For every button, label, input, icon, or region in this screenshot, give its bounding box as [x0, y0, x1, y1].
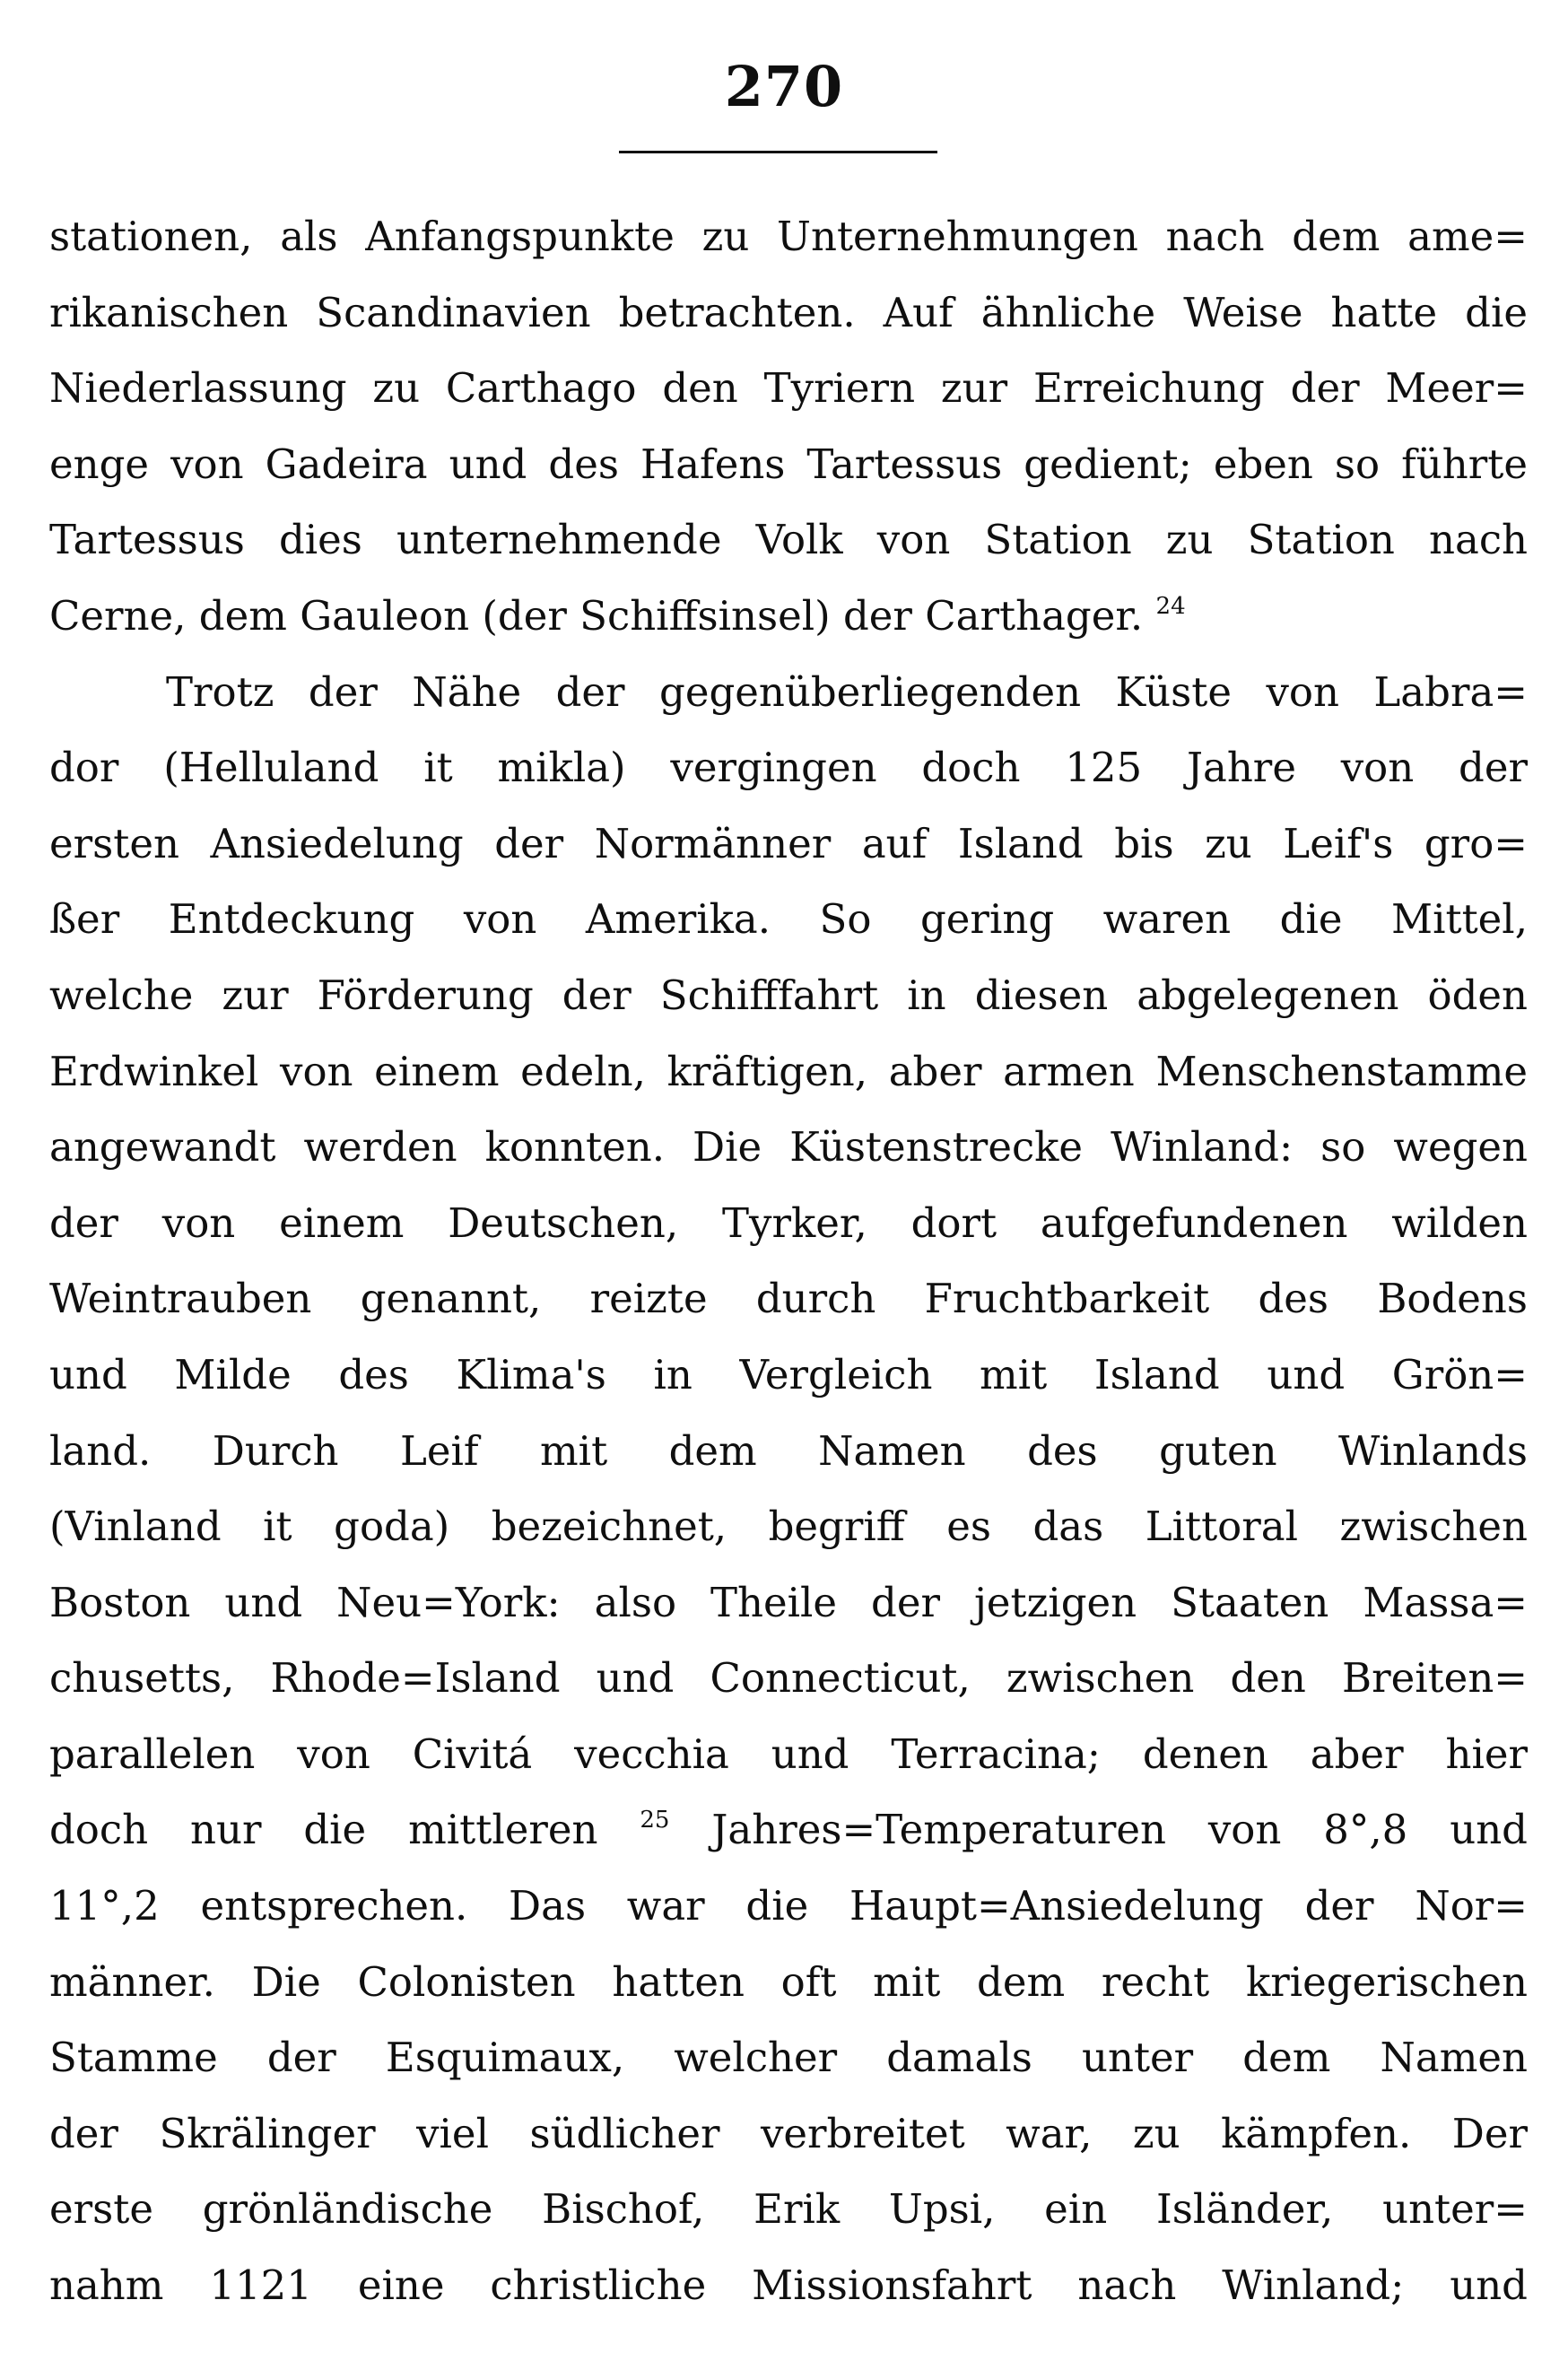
text-line [49, 275, 1528, 352]
text-line [49, 1641, 1528, 1717]
text-line-content: Weintrauben genannt, reizte durch Fruchtbarkeit des Bodens [49, 1275, 1528, 1323]
text-line-content: 11°,2 entsprechen. Das war die Haupt=Ansiedelung der Nor= [49, 1882, 1528, 1930]
header-rule [619, 151, 937, 153]
text-line [49, 1414, 1528, 1490]
text-line-content: land. Durch Leif mit dem Namen des guten Winlands [49, 1426, 1528, 1475]
text-line-content: chusetts, Rhode=Island und Connecticut, zwischen den Breiten= [49, 1654, 1528, 1703]
text-line-content: angewandt werden konnten. Die Küstenstrecke Winland: so wegen [49, 1123, 1528, 1172]
text-line [49, 655, 1528, 731]
text-line-content: Niederlassung zu Carthago den Tyriern zur Erreichung der Meer= [49, 364, 1528, 413]
text-line-content: nahm 1121 eine christliche Missionsfahrt nach Winland; und [49, 2261, 1528, 2310]
text-line [49, 2172, 1528, 2248]
text-line [49, 579, 1528, 655]
text-line-content: (Vinland it goda) bezeichnet, begriff es das Littoral zwischen [49, 1503, 1528, 1551]
text-line-continuation: Jahres=Temperaturen von 8°,8 und [669, 1806, 1528, 1854]
text-line-content: der Skrälinger viel südlicher verbreitet war, zu kämpfen. Der [49, 2109, 1528, 2157]
text-line [49, 1717, 1528, 1793]
text-line [49, 1186, 1528, 1262]
text-line-content: doch nur die mittleren [49, 1806, 598, 1854]
text-line-content: Tartessus dies unternehmende Volk von Station zu Station nach [49, 516, 1528, 564]
text-line [49, 502, 1528, 579]
footnote-marker: 24 [1155, 592, 1186, 620]
text-line [49, 1261, 1528, 1337]
text-line-content: stationen, als Anfangspunkte zu Unternehmungen nach dem ame= [49, 213, 1528, 260]
text-line-content: Boston und Neu=York: also Theile der jetzigen Staaten Massa= [49, 1578, 1528, 1626]
text-line [49, 806, 1528, 883]
text-line [49, 2096, 1528, 2173]
text-line-content: und Milde des Klima's in Vergleich mit Island und Grön= [49, 1350, 1528, 1398]
text-line [49, 2020, 1528, 2096]
text-line [49, 351, 1528, 427]
text-line-content: ersten Ansiedelung der Normänner auf Island bis zu Leif's gro= [49, 819, 1528, 867]
text-line-content: ßer Entdeckung von Amerika. So gering waren die Mittel, [49, 895, 1528, 944]
text-line [49, 1110, 1528, 1186]
text-line [49, 1337, 1528, 1414]
text-line-content: Stamme der Esquimaux, welcher damals unter dem Namen [49, 2034, 1528, 2082]
page-number: 270 [724, 54, 844, 119]
text-line-content: Cerne, dem Gauleon (der Schiffsinsel) der Carthager. [49, 591, 1144, 640]
text-line [49, 1565, 1528, 1642]
text-line-content: dor (Helluland it mikla) vergingen doch 125 Jahre von der [49, 744, 1528, 792]
text-line-content: erste grönländische Bischof, Erik Upsi, ein Isländer, unter= [49, 2185, 1528, 2234]
text-line [49, 1034, 1528, 1111]
text-line-content: welche zur Förderung der Schifffahrt in diesen abgelegenen öden [49, 971, 1528, 1019]
text-line-content: parallelen von Civitá vecchia und Terracina; denen aber hier [49, 1729, 1528, 1778]
text-line [49, 2248, 1528, 2324]
text-line [49, 199, 1528, 275]
text-line-content: enge von Gadeira und des Hafens Tartessus gedient; eben so führte [49, 440, 1528, 488]
text-line [49, 958, 1528, 1034]
text-line-content: der von einem Deutschen, Tyrker, dort aufgefundenen wilden [49, 1198, 1528, 1247]
text-line-content: rikanischen Scandinavien betrachten. Auf ähnliche Weise hatte die [49, 288, 1528, 336]
text-line [49, 1869, 1528, 1945]
body-text [49, 199, 1528, 2324]
text-line [49, 1945, 1528, 2021]
text-line [49, 882, 1528, 958]
text-line-content: Trotz der Nähe der gegenüberliegenden Küste von Labra= [166, 667, 1528, 716]
text-line-content: männer. Die Colonisten hatten oft mit dem recht kriegerischen [49, 1957, 1528, 2006]
text-line-content: Erdwinkel von einem edeln, kräftigen, aber armen Menschenstamme [49, 1047, 1528, 1095]
footnote-marker: 25 [640, 1807, 670, 1834]
text-line [49, 1489, 1528, 1565]
text-line [49, 427, 1528, 503]
text-line [49, 1792, 1528, 1869]
text-line [49, 730, 1528, 806]
